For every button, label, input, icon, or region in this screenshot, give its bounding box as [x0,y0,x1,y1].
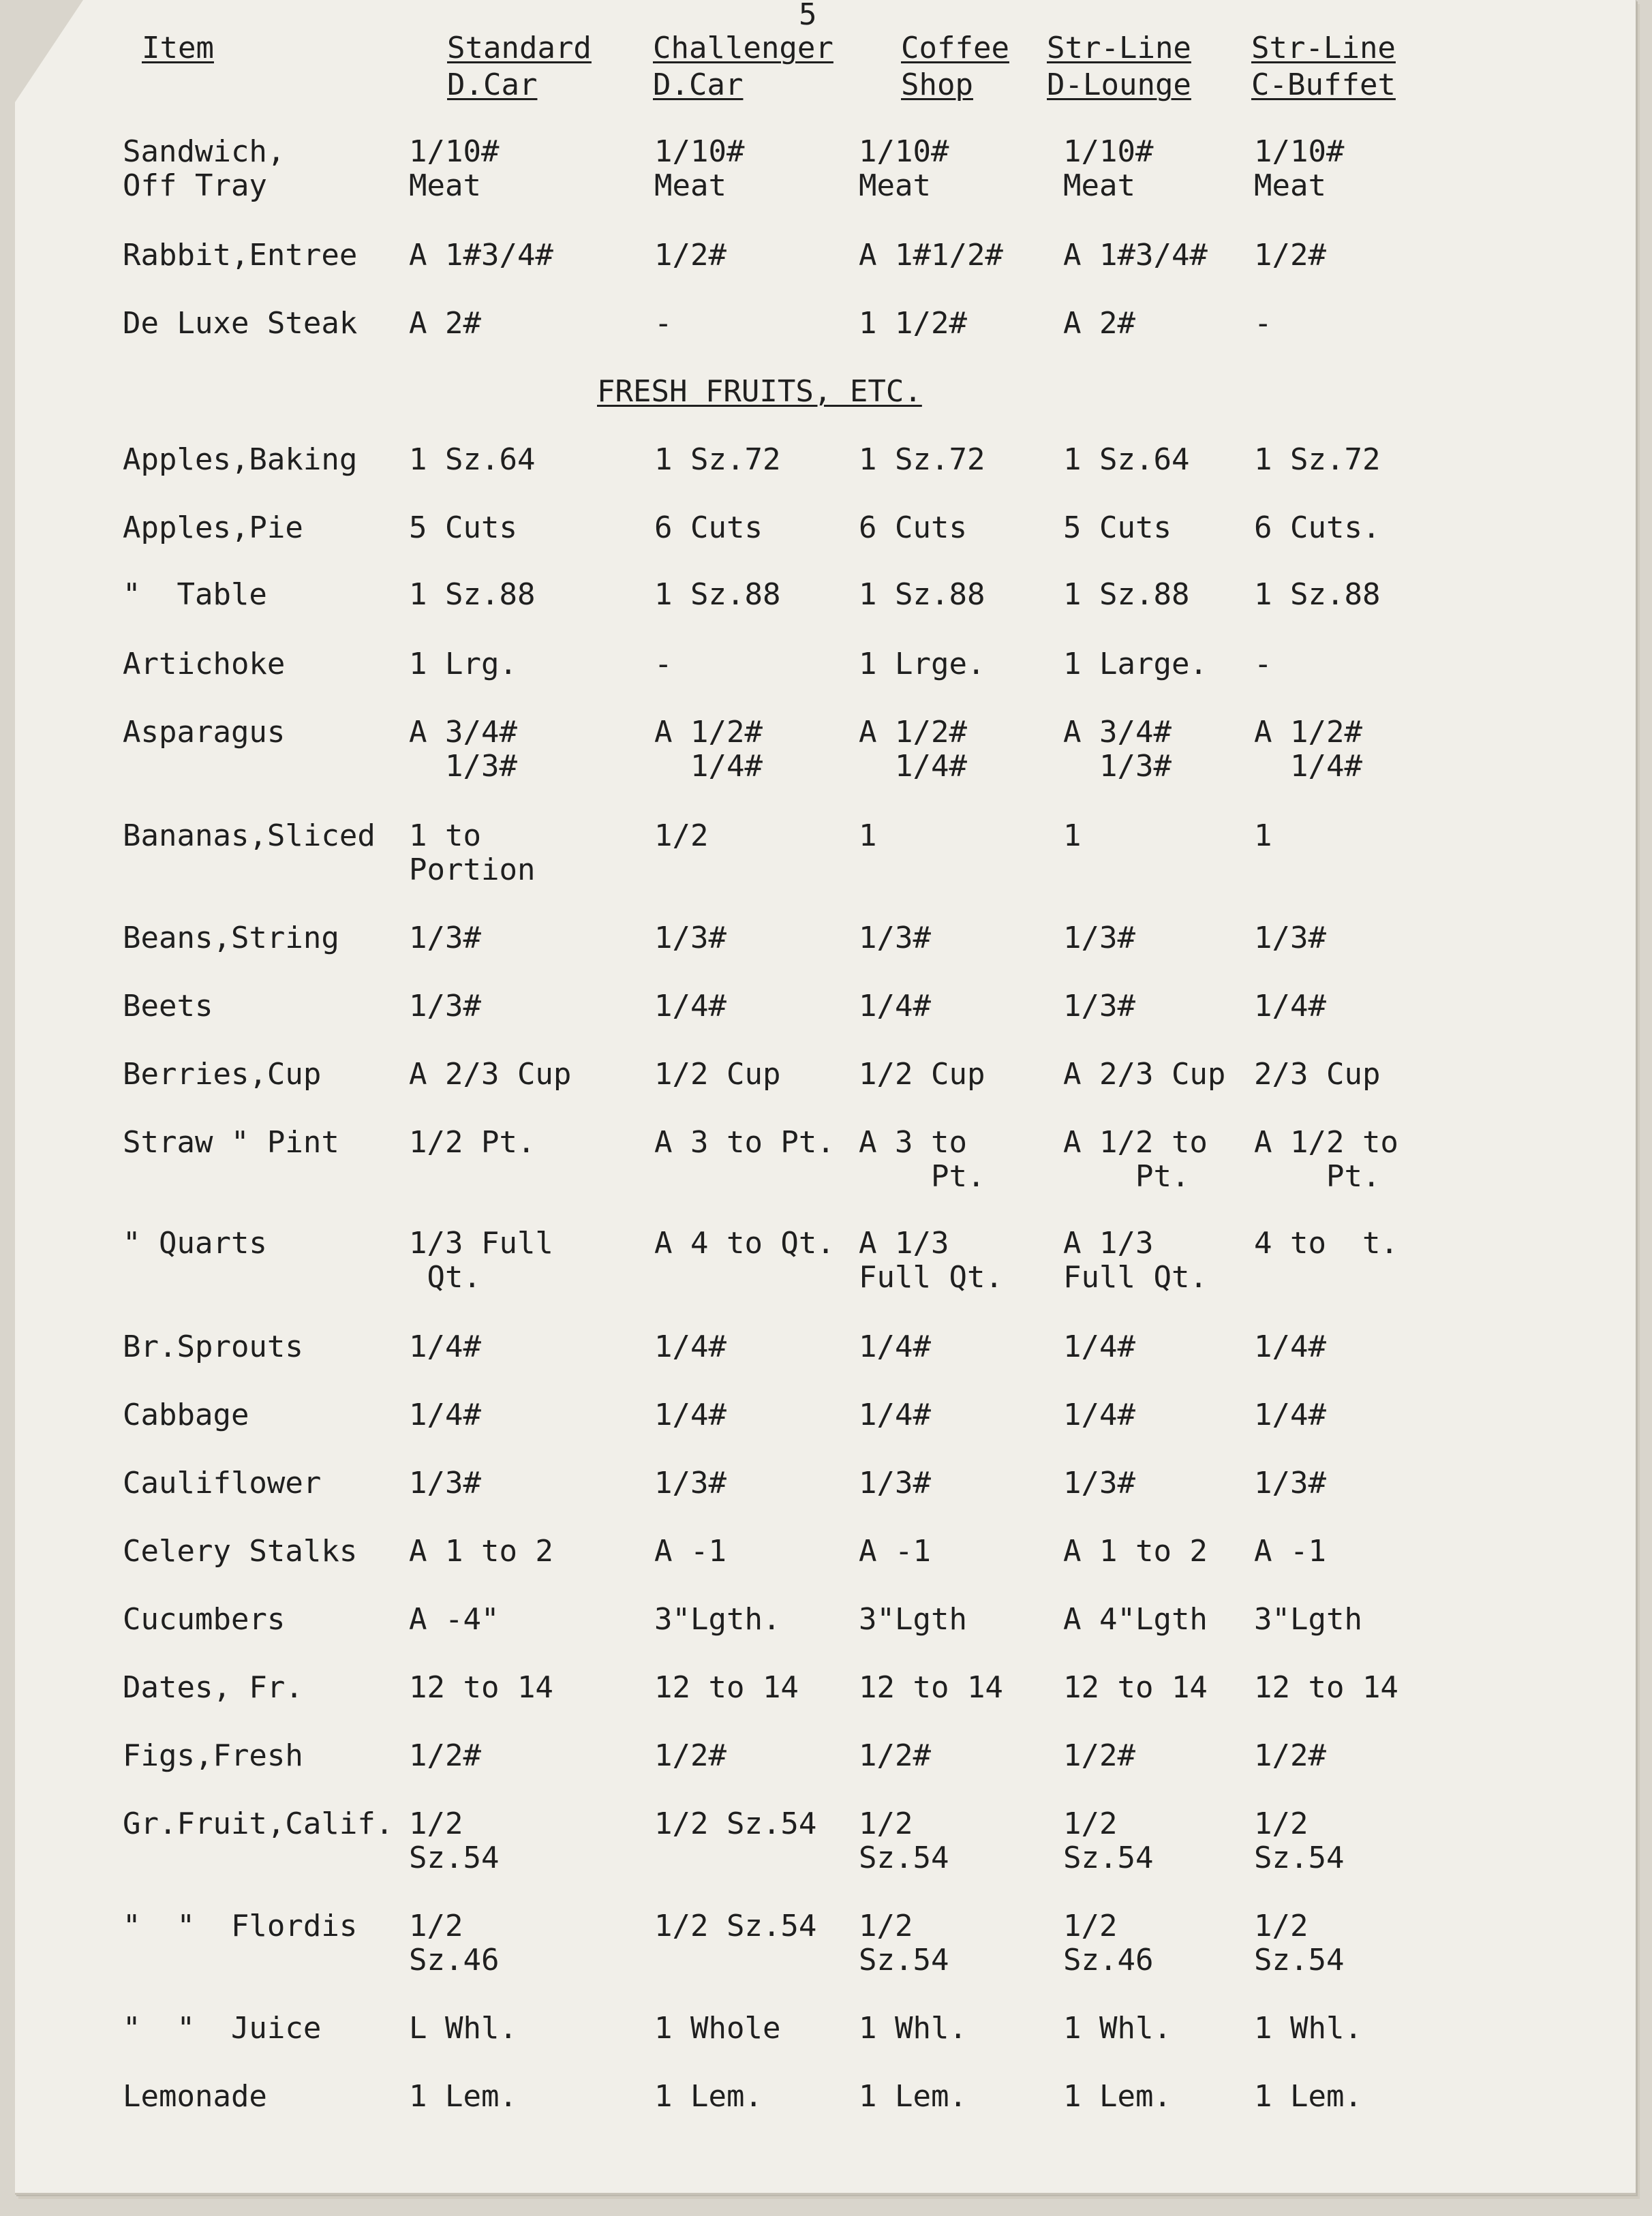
value-cell: 1/10# Meat [654,134,745,203]
value-cell: 1 Lrg. [409,647,517,681]
value-cell: 3"Lgth [1254,1602,1362,1637]
value-cell: 1/3# [1254,921,1326,955]
value-cell: 1/2# [1063,1738,1135,1773]
value-cell: 6 Cuts [859,510,967,545]
value-cell: 1 Sz.88 [859,577,985,612]
value-cell: 1/2 Sz.54 [1063,1806,1154,1875]
value-cell: 12 to 14 [1254,1670,1398,1705]
header-d-lounge [1047,30,1191,104]
value-cell: 1/10# Meat [1063,134,1154,203]
value-cell: 1/4# [654,989,726,1024]
value-cell: 1/3# [1063,921,1135,955]
value-cell: 1/3# [859,1466,931,1501]
value-cell: 1 Whl. [1063,2011,1172,2046]
value-cell: 6 Cuts [654,510,763,545]
value-cell: 1/2# [1254,1738,1326,1773]
value-cell: 1/10# Meat [1254,134,1345,203]
value-cell: 1/2 Sz.54 [859,1909,949,1978]
item-label: " " Flordis [123,1909,358,1943]
item-label: Bananas,Sliced [123,818,376,853]
value-cell: A 1 to 2 [409,1534,553,1569]
header-line2: D-Lounge [1047,67,1191,102]
value-cell: 1/3# [409,1466,481,1501]
value-cell: - [1254,306,1272,341]
item-label: Cucumbers [123,1602,286,1637]
value-cell: 1/2# [1254,238,1326,273]
value-cell: 1/3 Full Qt. [409,1226,553,1295]
value-cell: 1 Sz.88 [1254,577,1381,612]
value-cell: 1 Sz.88 [1063,577,1190,612]
value-cell: A 4"Lgth [1063,1602,1208,1637]
value-cell: 1/2 Sz.54 [1254,1806,1345,1875]
value-cell: A 1 to 2 [1063,1534,1208,1569]
value-cell: 1/4# [1063,1329,1135,1364]
header-line2: D.Car [447,67,538,102]
value-cell: A 3/4# 1/3# [1063,715,1172,784]
value-cell: 1/4# [859,1398,931,1432]
header-item: Item [142,31,214,65]
item-label: Apples,Baking [123,442,358,477]
value-cell: A -1 [1254,1534,1326,1569]
value-cell: 1/4# [1254,1398,1326,1432]
value-cell: A -4" [409,1602,500,1637]
value-cell: A 1/2 to Pt. [1063,1125,1208,1194]
value-cell: 1/2# [859,1738,931,1773]
value-cell: 1/2 Sz.46 [1063,1909,1154,1978]
header-line1: Coffee [901,31,1009,65]
item-label: " Quarts [123,1226,267,1261]
item-label: Berries,Cup [123,1057,322,1092]
value-cell: 1 Sz.64 [409,442,536,477]
value-cell: 1/3# [1063,989,1135,1024]
value-cell: 1 Lem. [654,2079,763,2114]
item-label: Gr.Fruit,Calif. [123,1806,394,1841]
value-cell: 12 to 14 [1063,1670,1208,1705]
item-label: Cauliflower [123,1466,322,1501]
item-label: Cabbage [123,1398,249,1432]
value-cell: - [654,647,673,681]
value-cell: 1/4# [859,1329,931,1364]
value-cell: 2/3 Cup [1254,1057,1381,1092]
value-cell: A 3 to Pt. [859,1125,985,1194]
value-cell: 1/3# [409,989,481,1024]
value-cell: 1 [859,818,877,853]
value-cell: 1/4# [654,1398,726,1432]
value-cell: - [1254,647,1272,681]
value-cell: 1 1/2# [859,306,967,341]
value-cell: 1 Sz.88 [409,577,536,612]
header-line2: D.Car [653,67,744,102]
item-label: " Table [123,577,267,612]
value-cell: 1 Large. [1063,647,1208,681]
value-cell: 1 Sz.88 [654,577,781,612]
value-cell: 1 to Portion [409,818,536,887]
item-label: Rabbit,Entree [123,238,358,273]
value-cell: 1 Lem. [1063,2079,1172,2114]
item-label: Br.Sprouts [123,1329,303,1364]
item-label: De Luxe Steak [123,306,358,341]
value-cell: A 1/2# 1/4# [859,715,967,784]
value-cell: A 1#1/2# [859,238,1003,273]
section-title: FRESH FRUITS, ETC. [597,374,922,409]
value-cell: 1/2 Sz.54 [859,1806,949,1875]
header-line2: Shop [901,67,973,102]
folded-corner [15,0,83,102]
value-cell: 12 to 14 [654,1670,799,1705]
value-cell: 1/2 Sz.54 [1254,1909,1345,1978]
value-cell: 1/3# [654,921,726,955]
value-cell: 1 Lrge. [859,647,985,681]
value-cell: 1/2# [654,238,726,273]
value-cell: 1 Sz.72 [1254,442,1381,477]
item-label: Sandwich, Off Tray [123,134,286,203]
value-cell: 1/2 Sz.46 [409,1909,500,1978]
value-cell: 1/10# Meat [409,134,500,203]
value-cell: 5 Cuts [1063,510,1172,545]
item-label: Straw " Pint [123,1125,339,1160]
value-cell: - [654,306,673,341]
value-cell: A 3 to Pt. [654,1125,835,1160]
value-cell: 1/2 Sz.54 [654,1909,817,1943]
value-cell: 1/4# [1254,1329,1326,1364]
value-cell: A 2/3 Cup [1063,1057,1226,1092]
value-cell: 1/4# [654,1329,726,1364]
value-cell: 5 Cuts [409,510,517,545]
header-line1: Standard [447,31,592,65]
item-label: Figs,Fresh [123,1738,303,1773]
header-standard [447,30,592,104]
header-line1: Str-Line [1251,31,1396,65]
item-label: Beans,String [123,921,339,955]
value-cell: 1/4# [409,1398,481,1432]
value-cell: A 1/3 Full Qt. [859,1226,1003,1295]
value-cell: 1/2# [409,1738,481,1773]
header-line1: Str-Line [1047,31,1191,65]
value-cell: 1 Sz.72 [859,442,985,477]
value-cell: 3"Lgth. [654,1602,781,1637]
value-cell: A 1#3/4# [1063,238,1208,273]
value-cell: L Whl. [409,2011,517,2046]
value-cell: 1/10# Meat [859,134,949,203]
value-cell: 1/3# [859,921,931,955]
value-cell: 1 Lem. [859,2079,967,2114]
value-cell: 1/2 Cup [654,1057,781,1092]
value-cell: A 1/2# 1/4# [654,715,763,784]
value-cell: 3"Lgth [859,1602,967,1637]
header-line2: C-Buffet [1251,67,1396,102]
value-cell: 1/4# [859,989,931,1024]
item-label: Artichoke [123,647,286,681]
header-coffee-shop [901,30,1009,104]
value-cell: 1 Lem. [409,2079,517,2114]
value-cell: 6 Cuts. [1254,510,1381,545]
value-cell: A 4 to Qt. [654,1226,835,1261]
value-cell: 1/3# [1254,1466,1326,1501]
value-cell: 1 Sz.64 [1063,442,1190,477]
value-cell: 1/2 Sz.54 [654,1806,817,1841]
value-cell: 1/2 [654,818,709,853]
value-cell: A 3/4# 1/3# [409,715,517,784]
value-cell: 1/3# [409,921,481,955]
value-cell: A 2# [409,306,481,341]
value-cell: 1 Whl. [859,2011,967,2046]
value-cell: 1 Whole [654,2011,781,2046]
value-cell: A 1/2# 1/4# [1254,715,1362,784]
value-cell: 1 [1063,818,1082,853]
value-cell: 1 Lem. [1254,2079,1362,2114]
item-label: Beets [123,989,213,1024]
header-c-buffet [1251,30,1396,104]
value-cell: 4 to t. [1254,1226,1398,1261]
value-cell: A -1 [859,1534,931,1569]
value-cell: 1/4# [1254,989,1326,1024]
value-cell: A 1/3 Full Qt. [1063,1226,1208,1295]
value-cell: 12 to 14 [409,1670,553,1705]
item-label: Dates, Fr. [123,1670,303,1705]
value-cell: A -1 [654,1534,726,1569]
page-number: 5 [799,0,817,32]
value-cell: 1/2# [654,1738,726,1773]
item-label: Celery Stalks [123,1534,358,1569]
value-cell: 1/4# [409,1329,481,1364]
item-label: Asparagus [123,715,286,750]
header-line1: Challenger [653,31,833,65]
value-cell: 1 Whl. [1254,2011,1362,2046]
value-cell: A 1#3/4# [409,238,553,273]
value-cell: 1 Sz.72 [654,442,781,477]
value-cell: 1/3# [654,1466,726,1501]
value-cell: A 2# [1063,306,1135,341]
value-cell: 1/2 Sz.54 [409,1806,500,1875]
item-label: Apples,Pie [123,510,303,545]
value-cell: A 2/3 Cup [409,1057,572,1092]
item-label: Lemonade [123,2079,267,2114]
header-challenger [653,30,833,104]
value-cell: A 1/2 to Pt. [1254,1125,1398,1194]
value-cell: 1/2 Pt. [409,1125,536,1160]
value-cell: 12 to 14 [859,1670,1003,1705]
value-cell: 1 [1254,818,1272,853]
value-cell: 1/2 Cup [859,1057,985,1092]
value-cell: 1/3# [1063,1466,1135,1501]
item-label: " " Juice [123,2011,322,2046]
value-cell: 1/4# [1063,1398,1135,1432]
